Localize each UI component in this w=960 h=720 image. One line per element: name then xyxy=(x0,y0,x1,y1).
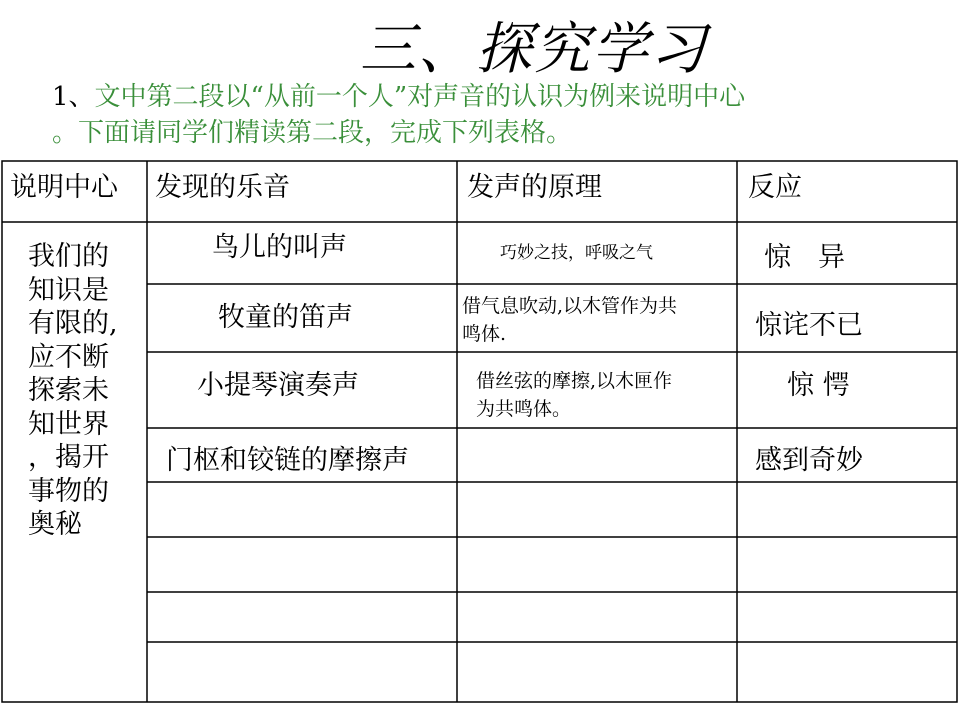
row2-principle-line2: 鸣体. xyxy=(462,323,507,345)
row4-reaction: 感到奇妙 xyxy=(755,445,863,476)
center-idea-text xyxy=(28,240,138,542)
center-line: 奥秘 xyxy=(28,509,82,540)
center-line: 事物的 xyxy=(28,475,109,507)
row4-sound: 门枢和铰链的摩擦声 xyxy=(166,445,409,476)
center-line: 知识是 xyxy=(28,274,109,306)
row3-principle-line1: 借丝弦的摩擦,以木匣作 xyxy=(476,370,673,392)
row3-reaction: 惊 愕 xyxy=(787,370,850,401)
row2-sound: 牧童的笛声 xyxy=(218,302,353,333)
center-line: 有限的, xyxy=(28,308,118,339)
intro-number: 1、 xyxy=(52,82,95,112)
header-sound: 发现的乐音 xyxy=(155,172,290,203)
intro-line-1-text: 文中第二段以“从前一个人”对声音的认识为例来说明中心 xyxy=(94,82,746,112)
intro-line-2: 。下面请同学们精读第二段，完成下列表格。 xyxy=(52,118,573,148)
row2-principle-line1: 借气息吹动,以木管作为共 xyxy=(462,295,678,317)
center-line: 我们的 xyxy=(28,241,109,272)
center-line: 应不断 xyxy=(28,341,109,373)
header-center: 说明中心 xyxy=(10,172,118,203)
center-line: 知世界 xyxy=(28,408,109,440)
row1-principle: 巧妙之技，呼吸之气 xyxy=(500,243,653,263)
header-reaction: 反应 xyxy=(748,172,802,203)
slide-title: 三、探究学习 xyxy=(360,17,708,82)
header-principle: 发声的原理 xyxy=(467,172,602,203)
row2-reaction: 惊诧不已 xyxy=(755,310,863,341)
row3-sound: 小提琴演奏声 xyxy=(197,370,359,401)
center-line: 探索未 xyxy=(28,375,109,406)
row1-reaction: 惊 异 xyxy=(764,242,845,273)
center-line: ，揭开 xyxy=(28,442,109,473)
row1-sound: 鸟儿的叫声 xyxy=(212,232,347,263)
row3-principle-line2: 为共鸣体。 xyxy=(476,398,572,420)
